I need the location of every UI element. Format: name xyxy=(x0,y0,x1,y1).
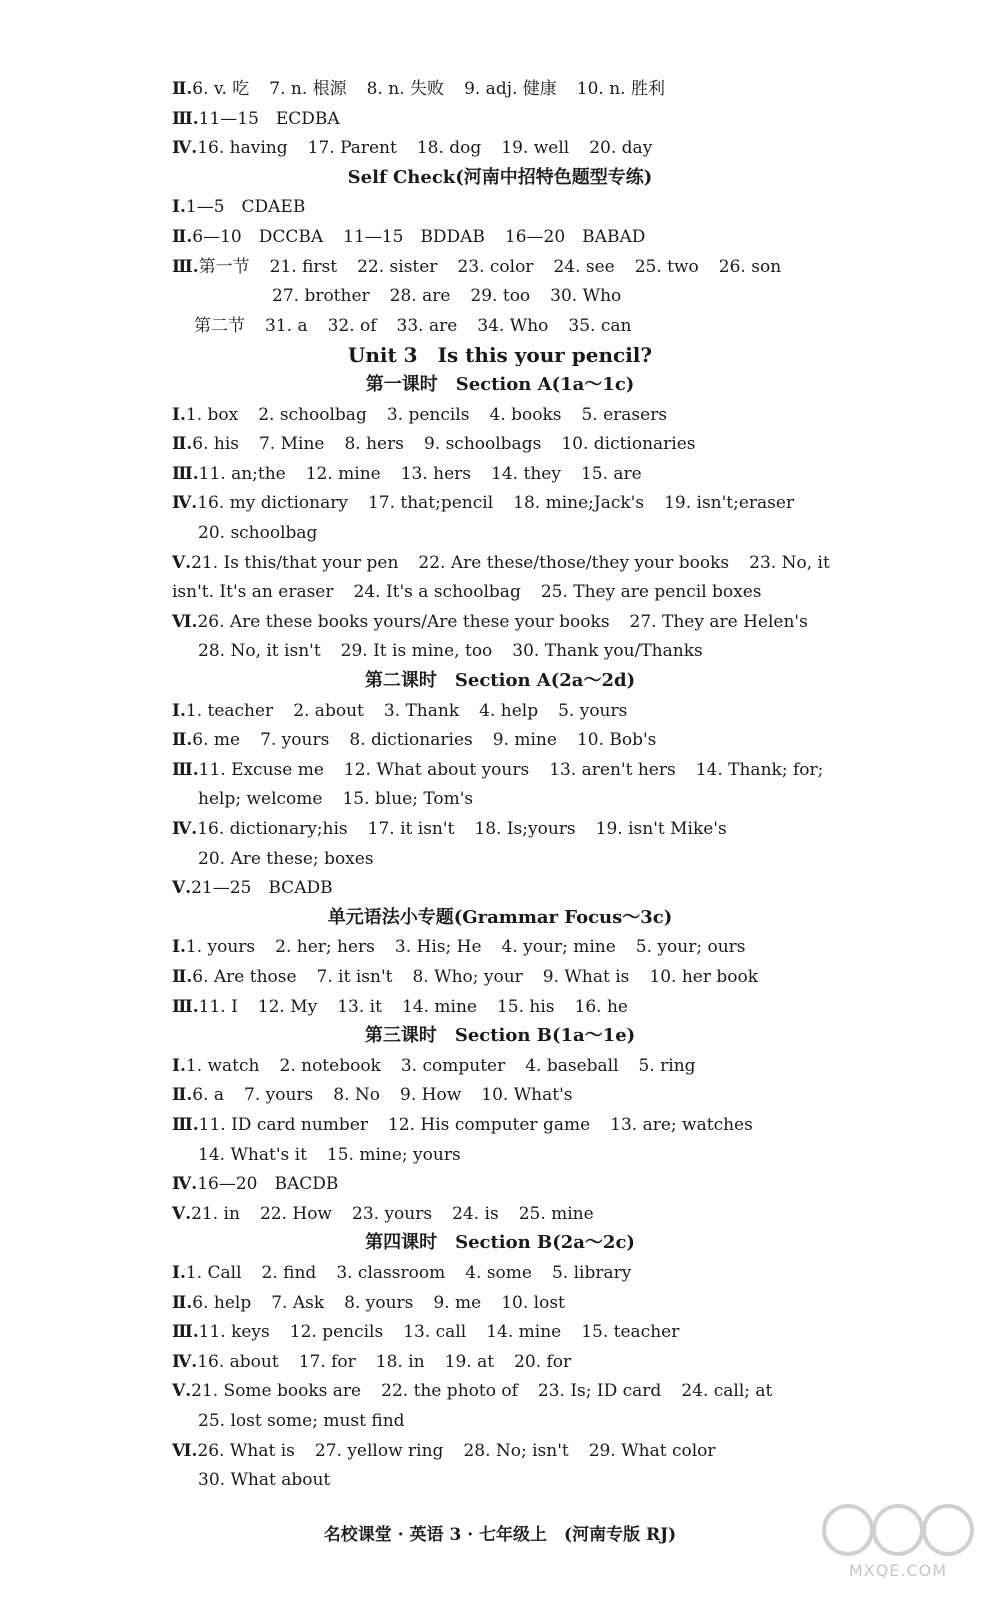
answer-item: 10. n. 胜利 xyxy=(576,79,665,99)
roman-numeral: Ⅲ. xyxy=(172,759,199,780)
roman-numeral: Ⅴ. xyxy=(172,878,192,899)
roman-numeral: Ⅴ. xyxy=(172,552,192,573)
answer-item: 6. me xyxy=(192,730,241,751)
answer-item: 18. dog xyxy=(416,138,482,159)
roman-numeral: Ⅲ. xyxy=(172,108,199,129)
answer-line xyxy=(172,1114,980,1136)
heading-text: 第四课时 Section B(2a～2c) xyxy=(365,1232,635,1254)
answer-item: 12. pencils xyxy=(289,1322,384,1343)
answer-item: 26. What is xyxy=(197,1440,295,1461)
answer-item: 20. for xyxy=(514,1351,572,1372)
answer-item: 8. hers xyxy=(344,434,404,455)
answer-line xyxy=(172,818,980,840)
answer-line xyxy=(172,196,980,218)
answer-item: 1. Call xyxy=(185,1263,242,1283)
answer-item: 14. they xyxy=(491,463,561,484)
answer-item: 18. in xyxy=(375,1351,425,1372)
answer-item: 11. I xyxy=(198,996,238,1017)
answer-item: 25. mine xyxy=(518,1203,594,1224)
unit-title xyxy=(0,344,1000,366)
answer-item: 22. How xyxy=(259,1203,332,1224)
answer-item: 31. a xyxy=(265,315,308,336)
answer-item: 28. No, it isn't xyxy=(198,641,321,662)
answer-item: 29. What color xyxy=(588,1440,716,1461)
roman-numeral: Ⅱ. xyxy=(172,227,193,247)
answer-item: 3. classroom xyxy=(336,1263,446,1283)
answer-item: 14. mine xyxy=(486,1322,562,1343)
answer-item: 19. at xyxy=(444,1351,495,1372)
answer-item: 14. Thank; for; xyxy=(695,759,824,780)
answer-item: isn't. It's an eraser xyxy=(172,582,334,603)
answer-line xyxy=(172,788,980,810)
watermark-logo xyxy=(818,1500,978,1580)
answer-item: 4. some xyxy=(465,1263,532,1283)
answer-item: 9. me xyxy=(433,1292,482,1313)
answer-item: 23. No, it xyxy=(749,552,830,573)
answer-item: 15. blue; Tom's xyxy=(342,789,474,810)
heading-text: Unit 3 Is this your pencil? xyxy=(347,343,653,368)
answer-item: 27. brother xyxy=(272,286,370,307)
answer-item: 21. in xyxy=(191,1203,240,1224)
answer-item: 2. about xyxy=(293,700,364,721)
answer-item: 2. schoolbag xyxy=(258,404,367,425)
watermark-text: MXQE.COM xyxy=(848,1561,948,1580)
section-heading xyxy=(0,670,1000,692)
roman-numeral: Ⅰ. xyxy=(172,1055,186,1076)
answer-line xyxy=(172,877,980,899)
roman-numeral: Ⅱ. xyxy=(172,1292,193,1313)
answer-item: 1. box xyxy=(185,404,239,425)
answer-item: 17. that;pencil xyxy=(367,493,494,514)
answer-item: 16. having xyxy=(197,138,288,159)
answer-item: 13. are; watches xyxy=(610,1115,753,1135)
roman-numeral: Ⅲ. xyxy=(172,996,199,1017)
answer-item: help; welcome xyxy=(198,789,323,810)
answer-item: 16. about xyxy=(197,1351,279,1372)
answer-item: 22. the photo of xyxy=(381,1381,518,1402)
roman-numeral: Ⅵ. xyxy=(172,1440,198,1461)
answer-item: 30. Thank you/Thanks xyxy=(512,641,703,662)
answer-item: 6. a xyxy=(192,1085,225,1106)
answer-item: 15. his xyxy=(496,996,555,1017)
answer-item: 4. baseball xyxy=(525,1055,619,1076)
answer-item: 10. her book xyxy=(649,967,759,987)
answer-item: 2. her; hers xyxy=(275,937,375,958)
answer-item: 19. isn't Mike's xyxy=(595,819,727,839)
answer-item: 11. ID card number xyxy=(198,1115,368,1135)
answer-item: 7. yours xyxy=(260,730,330,751)
answer-item: 28. No; isn't xyxy=(463,1440,569,1461)
answer-item: 25. They are pencil boxes xyxy=(540,582,762,603)
answer-item: 第二节 xyxy=(194,315,245,336)
answer-line xyxy=(172,1203,980,1225)
answer-item: 9. What is xyxy=(542,967,630,987)
answer-item: 9. mine xyxy=(492,730,557,751)
answer-item: 32. of xyxy=(327,315,377,336)
answer-item: 7. n. 根源 xyxy=(269,79,347,99)
answer-item: 24. see xyxy=(553,256,615,277)
heading-text: Self Check(河南中招特色题型专练) xyxy=(347,166,653,188)
answer-item: 23. yours xyxy=(352,1203,433,1224)
answer-item: 16. my dictionary xyxy=(197,493,348,514)
answer-item: 23. Is; ID card xyxy=(537,1381,662,1402)
roman-numeral: Ⅳ. xyxy=(172,493,198,514)
answer-item: 18. mine;Jack's xyxy=(513,493,645,514)
answer-item: 10. Bob's xyxy=(576,730,657,751)
answer-item: 第一节 xyxy=(198,256,250,277)
answer-item: 17. it isn't xyxy=(367,819,455,839)
answer-line xyxy=(172,848,980,870)
answer-item: 3. computer xyxy=(400,1055,506,1076)
answer-item: 9. How xyxy=(400,1085,462,1106)
roman-numeral: Ⅱ. xyxy=(172,79,193,99)
answer-line xyxy=(172,1055,980,1077)
answer-item: 12. My xyxy=(257,996,318,1017)
answer-line xyxy=(172,700,980,722)
answer-line xyxy=(172,137,980,159)
answer-item: 11. keys xyxy=(198,1322,270,1343)
answer-item: 7. Ask xyxy=(271,1292,325,1313)
answer-item: 2. find xyxy=(261,1263,317,1283)
answer-item: 13. hers xyxy=(400,463,472,484)
answer-item: 34. Who xyxy=(477,315,549,336)
answer-line xyxy=(172,404,980,426)
answer-item: 3. His; He xyxy=(394,937,482,958)
answer-line xyxy=(172,433,980,455)
answer-line xyxy=(172,759,980,781)
section-heading xyxy=(0,374,1000,396)
answer-line xyxy=(172,1292,980,1314)
answer-item: 16—20 BABAD xyxy=(504,227,646,247)
answer-item: 24. call; at xyxy=(681,1381,773,1402)
roman-numeral: Ⅳ. xyxy=(172,819,198,839)
answer-item: 19. well xyxy=(501,138,570,159)
answer-item: 8. No xyxy=(333,1085,381,1106)
answer-item: 23. color xyxy=(457,256,534,277)
roman-numeral: Ⅰ. xyxy=(172,700,186,721)
answer-item: 20. day xyxy=(589,138,653,159)
roman-numeral: Ⅲ. xyxy=(172,1115,199,1135)
answer-item: 12. mine xyxy=(305,463,381,484)
answer-item: 22. sister xyxy=(357,256,438,277)
roman-numeral: Ⅳ. xyxy=(172,138,198,159)
answer-item: 8. yours xyxy=(344,1292,414,1313)
answer-item: 1. yours xyxy=(185,937,256,958)
answer-item: 13. it xyxy=(337,996,382,1017)
answer-item: 30. Who xyxy=(550,286,622,307)
answer-item: 21—25 BCADB xyxy=(191,878,333,899)
answer-item: 10. What's xyxy=(481,1085,573,1106)
roman-numeral: Ⅳ. xyxy=(172,1351,198,1372)
answer-line xyxy=(172,552,980,574)
answer-line xyxy=(172,522,980,544)
answer-line xyxy=(172,936,980,958)
answer-line xyxy=(172,315,980,337)
answer-item: 7. yours xyxy=(244,1085,314,1106)
answer-item: 6. v. 吃 xyxy=(192,79,250,99)
answer-item: 7. Mine xyxy=(258,434,325,455)
answer-item: 8. n. 失败 xyxy=(366,79,445,99)
answer-item: 20. schoolbag xyxy=(198,523,318,543)
answer-item: 17. Parent xyxy=(307,138,397,159)
answer-line xyxy=(172,1262,980,1284)
answer-item: 24. It's a schoolbag xyxy=(353,582,521,603)
answer-item: 5. ring xyxy=(638,1055,696,1076)
answer-item: 15. are xyxy=(580,463,642,484)
roman-numeral: Ⅴ. xyxy=(172,1381,192,1402)
answer-item: 13. aren't hers xyxy=(549,759,676,780)
roman-numeral: Ⅵ. xyxy=(172,611,198,632)
answer-item: 11—15 BDDAB xyxy=(343,227,485,247)
answer-item: 16. dictionary;his xyxy=(197,819,348,839)
answer-item: 5. your; ours xyxy=(635,937,746,958)
answer-item: 11—15 ECDBA xyxy=(198,108,340,129)
answer-line xyxy=(172,611,980,633)
section-heading xyxy=(0,1232,1000,1254)
answer-item: 1—5 CDAEB xyxy=(185,197,306,218)
answer-item: 9. schoolbags xyxy=(423,434,542,455)
roman-numeral: Ⅳ. xyxy=(172,1174,198,1195)
roman-numeral: Ⅱ. xyxy=(172,967,193,987)
answer-item: 14. What's it xyxy=(198,1144,307,1165)
roman-numeral: Ⅲ. xyxy=(172,463,199,484)
answer-item: 33. are xyxy=(396,315,458,336)
section-heading xyxy=(0,167,1000,189)
answer-item: 35. can xyxy=(568,315,632,336)
answer-item: 16—20 BACDB xyxy=(197,1174,339,1195)
section-heading xyxy=(0,907,1000,929)
answer-item: 15. teacher xyxy=(581,1322,680,1343)
answer-item: 8. dictionaries xyxy=(349,730,473,751)
answer-item: 11. Excuse me xyxy=(198,759,324,780)
answer-item: 12. What about yours xyxy=(343,759,530,780)
answer-line xyxy=(172,966,980,988)
answer-item: 28. are xyxy=(389,286,451,307)
answer-line xyxy=(172,996,980,1018)
roman-numeral: Ⅲ. xyxy=(172,1322,199,1343)
answer-line xyxy=(172,640,980,662)
answer-item: 4. your; mine xyxy=(501,937,616,958)
answer-item: 29. too xyxy=(470,286,531,307)
answer-item: 21. Is this/that your pen xyxy=(191,552,399,573)
answer-item: 5. erasers xyxy=(581,404,668,425)
answer-item: 24. is xyxy=(452,1203,499,1224)
answer-item: 10. dictionaries xyxy=(561,434,696,455)
answer-item: 26. son xyxy=(718,256,782,277)
answer-item: 18. Is;yours xyxy=(474,819,576,839)
answer-item: 6. his xyxy=(192,434,239,455)
watermark-icon xyxy=(818,1500,978,1560)
answer-line xyxy=(172,226,980,248)
heading-text: 第三课时 Section B(1a～1e) xyxy=(364,1025,636,1047)
answer-line xyxy=(172,108,980,130)
answer-item: 17. for xyxy=(298,1351,356,1372)
answer-line xyxy=(172,1321,980,1343)
answer-item: 27. yellow ring xyxy=(314,1440,444,1461)
answer-item: 4. help xyxy=(479,700,539,721)
answer-line xyxy=(172,1469,980,1491)
answer-item: 16. he xyxy=(574,996,628,1017)
answer-line xyxy=(172,1380,980,1402)
answer-item: 1. teacher xyxy=(185,700,274,721)
answer-item: 22. Are these/those/they your books xyxy=(418,552,730,573)
heading-text: 第一课时 Section A(1a～1c) xyxy=(365,374,635,395)
answer-item: 25. lost some; must find xyxy=(198,1411,405,1431)
answer-item: 21. first xyxy=(269,256,338,277)
answer-item: 2. notebook xyxy=(279,1055,381,1076)
answer-item: 9. adj. 健康 xyxy=(464,79,557,99)
roman-numeral: Ⅴ. xyxy=(172,1203,192,1224)
answer-line xyxy=(172,1144,980,1166)
answer-item: 19. isn't;eraser xyxy=(664,493,795,514)
page-footer: 名校课堂 · 英语 3 · 七年级上 (河南专版 RJ) xyxy=(323,1525,677,1545)
answer-item: 15. mine; yours xyxy=(326,1144,461,1165)
answer-line xyxy=(172,1351,980,1373)
answer-item: 25. two xyxy=(634,256,699,277)
answer-item: 29. It is mine, too xyxy=(340,641,493,662)
roman-numeral: Ⅱ. xyxy=(172,434,193,455)
answer-item: 8. Who; your xyxy=(412,967,523,987)
answer-line xyxy=(172,1410,980,1432)
answer-item: 11. an;the xyxy=(198,463,286,484)
answer-line xyxy=(172,463,980,485)
answer-line xyxy=(172,1440,980,1462)
roman-numeral: Ⅱ. xyxy=(172,1085,193,1106)
answer-item: 13. call xyxy=(403,1322,467,1343)
answer-item: 10. lost xyxy=(501,1292,565,1313)
roman-numeral: Ⅰ. xyxy=(172,404,186,425)
answer-item: 26. Are these books yours/Are these your books xyxy=(197,611,610,632)
answer-line xyxy=(172,729,980,751)
roman-numeral: Ⅲ. xyxy=(172,256,199,277)
section-heading xyxy=(0,1025,1000,1047)
heading-text: 单元语法小专题(Grammar Focus～3c) xyxy=(327,906,673,928)
heading-text: 第二课时 Section A(2a～2d) xyxy=(364,670,636,691)
answer-item: 20. Are these; boxes xyxy=(198,848,374,869)
answer-item: 14. mine xyxy=(401,996,477,1017)
answer-item: 3. Thank xyxy=(383,700,460,721)
roman-numeral: Ⅱ. xyxy=(172,730,193,751)
answer-line xyxy=(172,1173,980,1195)
answer-line xyxy=(172,285,980,307)
answer-item: 30. What about xyxy=(198,1470,331,1491)
answer-item: 7. it isn't xyxy=(316,967,393,987)
answer-item: 3. pencils xyxy=(386,404,470,425)
answer-item: 6—10 DCCBA xyxy=(192,227,324,247)
answer-item: 27. They are Helen's xyxy=(629,611,808,632)
answer-line xyxy=(172,78,980,100)
answer-line xyxy=(172,256,980,278)
answer-item: 21. Some books are xyxy=(191,1381,362,1402)
roman-numeral: Ⅰ. xyxy=(172,1263,186,1283)
answer-item: 12. His computer game xyxy=(387,1115,591,1135)
answer-line xyxy=(172,1084,980,1106)
answer-item: 5. library xyxy=(551,1263,632,1283)
answer-item: 6. Are those xyxy=(192,967,297,987)
answer-item: 5. yours xyxy=(558,700,628,721)
answer-item: 4. books xyxy=(489,404,562,425)
answer-item: 6. help xyxy=(192,1292,252,1313)
roman-numeral: Ⅰ. xyxy=(172,937,186,958)
answer-line xyxy=(172,492,980,514)
answer-line xyxy=(172,581,980,603)
answer-item: 1. watch xyxy=(185,1055,260,1076)
roman-numeral: Ⅰ. xyxy=(172,197,186,218)
